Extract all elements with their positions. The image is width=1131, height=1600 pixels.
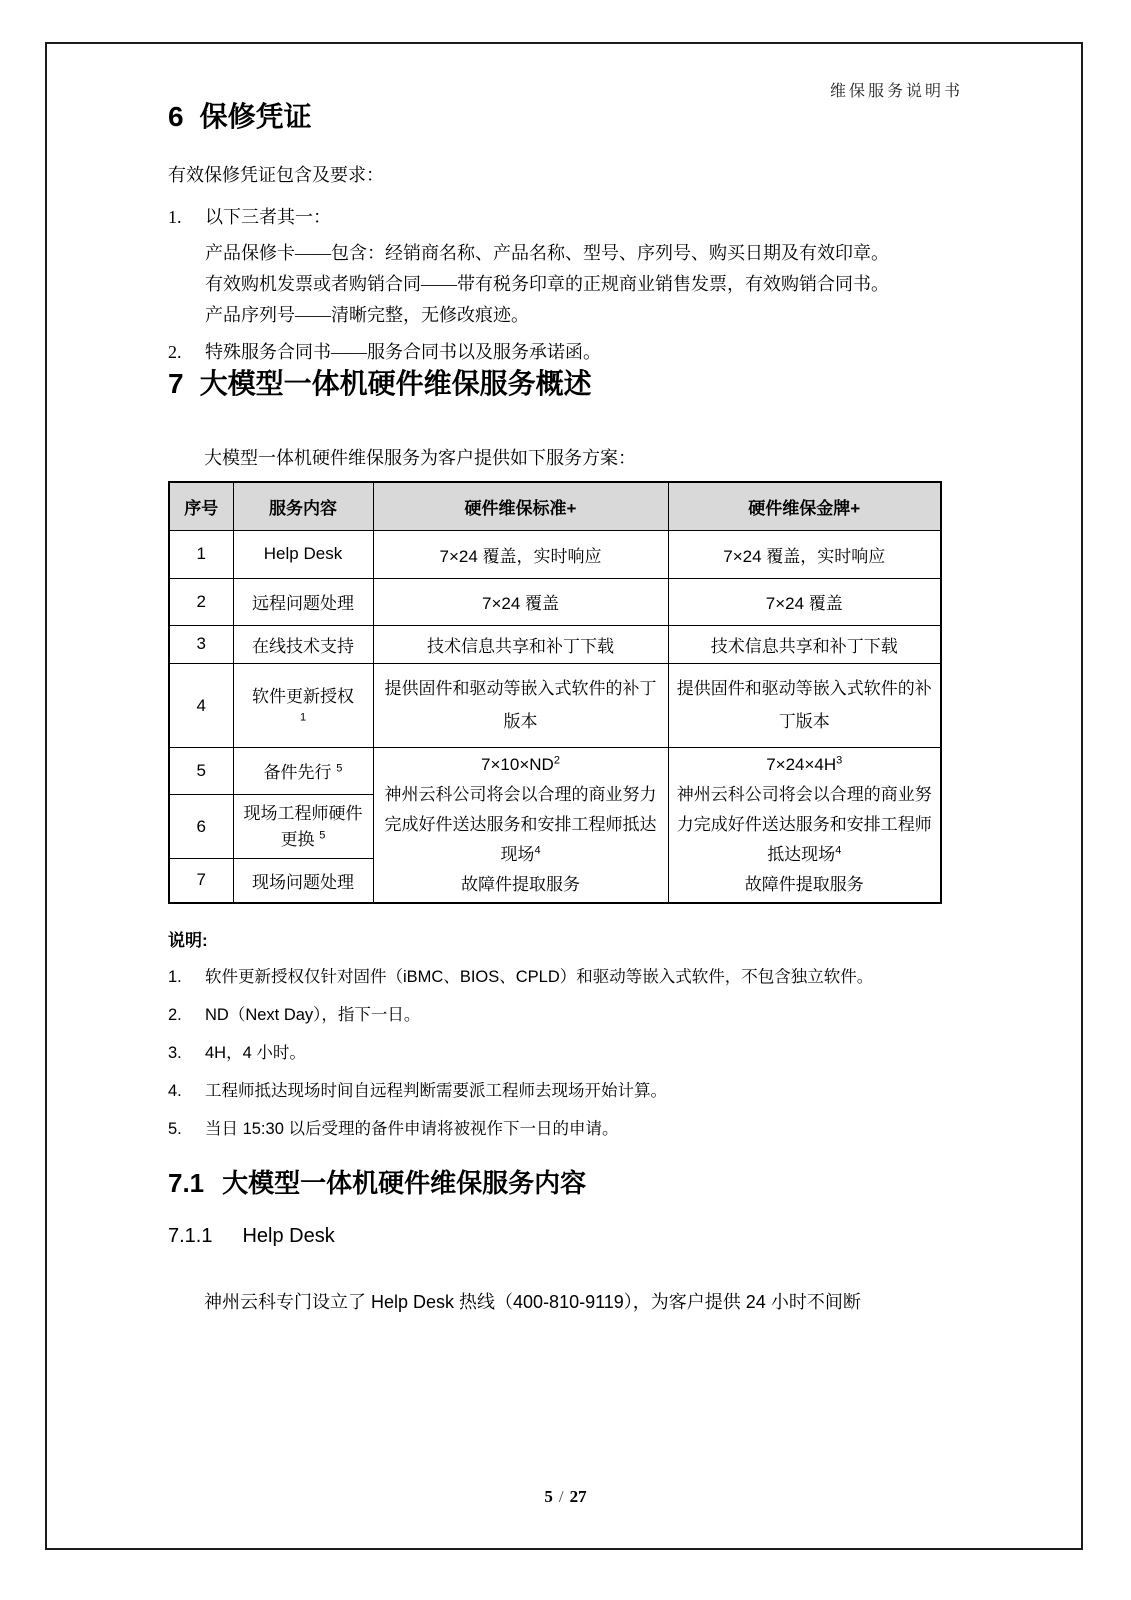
sub-line: 产品序列号——清晰完整，无修改痕迹。 [205, 305, 529, 325]
table-row [169, 663, 941, 747]
cell-no: 3 [169, 625, 233, 663]
footnote-ref: 1 [299, 710, 307, 723]
cell-standard: 7×24 覆盖，实时响应 [373, 530, 668, 578]
sub-line: 有效购机发票或者购销合同——带有税务印章的正规商业销售发票，有效购销合同书。 [205, 274, 889, 294]
table-header-row [169, 482, 941, 530]
section6-heading [168, 98, 947, 136]
cell-service-label: 备件先行 [263, 763, 332, 783]
section7-heading [168, 365, 947, 403]
section711-number: 7.1.1 [168, 1224, 213, 1247]
list-text: 特殊服务合同书——服务合同书以及服务承诺函。 [205, 342, 601, 362]
section71-number: 7.1 [168, 1167, 205, 1198]
section6-list-item-1 [168, 204, 947, 230]
section71-heading [168, 1165, 947, 1201]
section711-paragraph: 神州云科专门设立了 Help Desk 热线（400-810-9119），为客户提供 24 小时不间断 [204, 1291, 861, 1312]
section6-list-item-2 [168, 339, 947, 365]
section6-intro: 有效保修凭证包含及要求： [168, 165, 384, 185]
note-item-2 [168, 1003, 947, 1027]
note-item-3 [168, 1041, 947, 1065]
footnote-ref: 5 [336, 762, 343, 775]
list-number: 2. [168, 342, 182, 362]
page-number-current: 5 [544, 1487, 553, 1506]
section7-number: 7 [168, 368, 184, 399]
table-row [169, 747, 941, 795]
note-number: 1. [168, 967, 182, 986]
header-cell-service: 服务内容 [233, 482, 373, 530]
note-text: ND（Next Day），指下一日。 [205, 1005, 421, 1024]
table-row [169, 530, 941, 578]
note-text: 4H，4 小时。 [205, 1043, 306, 1062]
standard-footline: 故障件提取服务 [461, 874, 580, 894]
footnote-ref: 4 [835, 843, 842, 856]
table-row [169, 578, 941, 625]
cell-service [233, 795, 373, 859]
cell-standard-merged [373, 747, 668, 903]
footnote-ref: 5 [319, 829, 326, 842]
footnote-ref: 2 [553, 753, 560, 766]
page-content [168, 0, 947, 1315]
cell-no: 4 [169, 663, 233, 747]
section7-title: 大模型一体机硬件维保服务概述 [199, 368, 592, 399]
section711-heading [168, 1223, 947, 1249]
section7-intro: 大模型一体机硬件维保服务为客户提供如下服务方案： [204, 448, 636, 468]
cell-no: 2 [169, 578, 233, 625]
section711-title: Help Desk [242, 1224, 335, 1247]
page-number-total: 27 [569, 1487, 587, 1506]
cell-service-label: 现场工程师硬件更换 [243, 803, 363, 849]
header-spacer [168, 0, 947, 98]
service-plan-table [168, 481, 942, 904]
page-footer [0, 1487, 1131, 1507]
standard-sla: 7×10×ND [481, 754, 554, 774]
note-number: 3. [168, 1043, 182, 1062]
note-item-5 [168, 1117, 947, 1141]
gold-footline: 故障件提取服务 [744, 874, 864, 894]
cell-no: 7 [169, 859, 233, 903]
standard-body: 神州云科公司将会以合理的商业努力完成好件送达服务和安排工程师抵达现场 [384, 784, 657, 864]
cell-no: 5 [169, 747, 233, 795]
gold-sla: 7×24×4H [766, 754, 837, 774]
note-text: 软件更新授权仅针对固件（iBMC、BIOS、CPLD）和驱动等嵌入式软件，不包含独立软件。 [205, 967, 874, 986]
cell-gold: 提供固件和驱动等嵌入式软件的补丁版本 [668, 663, 941, 747]
notes-label: 说明: [168, 930, 208, 950]
cell-no: 6 [169, 795, 233, 859]
section6-sub-block [205, 238, 947, 331]
cell-service: 在线技术支持 [233, 625, 373, 663]
note-item-4 [168, 1079, 947, 1103]
section6-number: 6 [168, 101, 184, 132]
document-header-title: 维保服务说明书 [829, 83, 963, 100]
list-text: 以下三者其一： [205, 207, 331, 227]
sub-line: 产品保修卡——包含：经销商名称、产品名称、型号、序列号、购买日期及有效印章。 [205, 243, 889, 263]
cell-standard: 提供固件和驱动等嵌入式软件的补丁版本 [373, 663, 668, 747]
list-number: 1. [168, 207, 182, 227]
table-row [169, 625, 941, 663]
note-number: 4. [168, 1081, 182, 1100]
cell-gold: 7×24 覆盖，实时响应 [668, 530, 941, 578]
footnote-ref: 4 [534, 843, 541, 856]
cell-service: 现场问题处理 [233, 859, 373, 903]
page-number-separator: / [558, 1487, 564, 1506]
header-cell-standard: 硬件维保标准+ [373, 482, 668, 530]
cell-gold-merged [668, 747, 941, 903]
note-text: 工程师抵达现场时间自远程判断需要派工程师去现场开始计算。 [205, 1081, 667, 1100]
note-number: 5. [168, 1119, 182, 1138]
gold-body: 神州云科公司将会以合理的商业努力完成好件送达服务和安排工程师抵达现场 [676, 784, 932, 864]
note-text: 当日 15:30 以后受理的备件申请将被视作下一日的申请。 [205, 1119, 619, 1138]
cell-gold: 7×24 覆盖 [668, 578, 941, 625]
note-number: 2. [168, 1005, 182, 1024]
cell-standard: 7×24 覆盖 [373, 578, 668, 625]
cell-service-sup-line [242, 710, 365, 731]
cell-gold: 技术信息共享和补丁下载 [668, 625, 941, 663]
cell-service [233, 663, 373, 747]
section71-title: 大模型一体机硬件维保服务内容 [222, 1167, 587, 1198]
cell-standard: 技术信息共享和补丁下载 [373, 625, 668, 663]
cell-service-label: 软件更新授权 [252, 686, 354, 706]
section6-title: 保修凭证 [199, 101, 312, 132]
footnote-ref: 3 [836, 753, 843, 766]
note-item-1 [168, 965, 947, 989]
cell-service [233, 747, 373, 795]
cell-no: 1 [169, 530, 233, 578]
cell-service: Help Desk [233, 530, 373, 578]
cell-service: 远程问题处理 [233, 578, 373, 625]
header-cell-seq: 序号 [169, 482, 233, 530]
header-cell-gold: 硬件维保金牌+ [668, 482, 941, 530]
